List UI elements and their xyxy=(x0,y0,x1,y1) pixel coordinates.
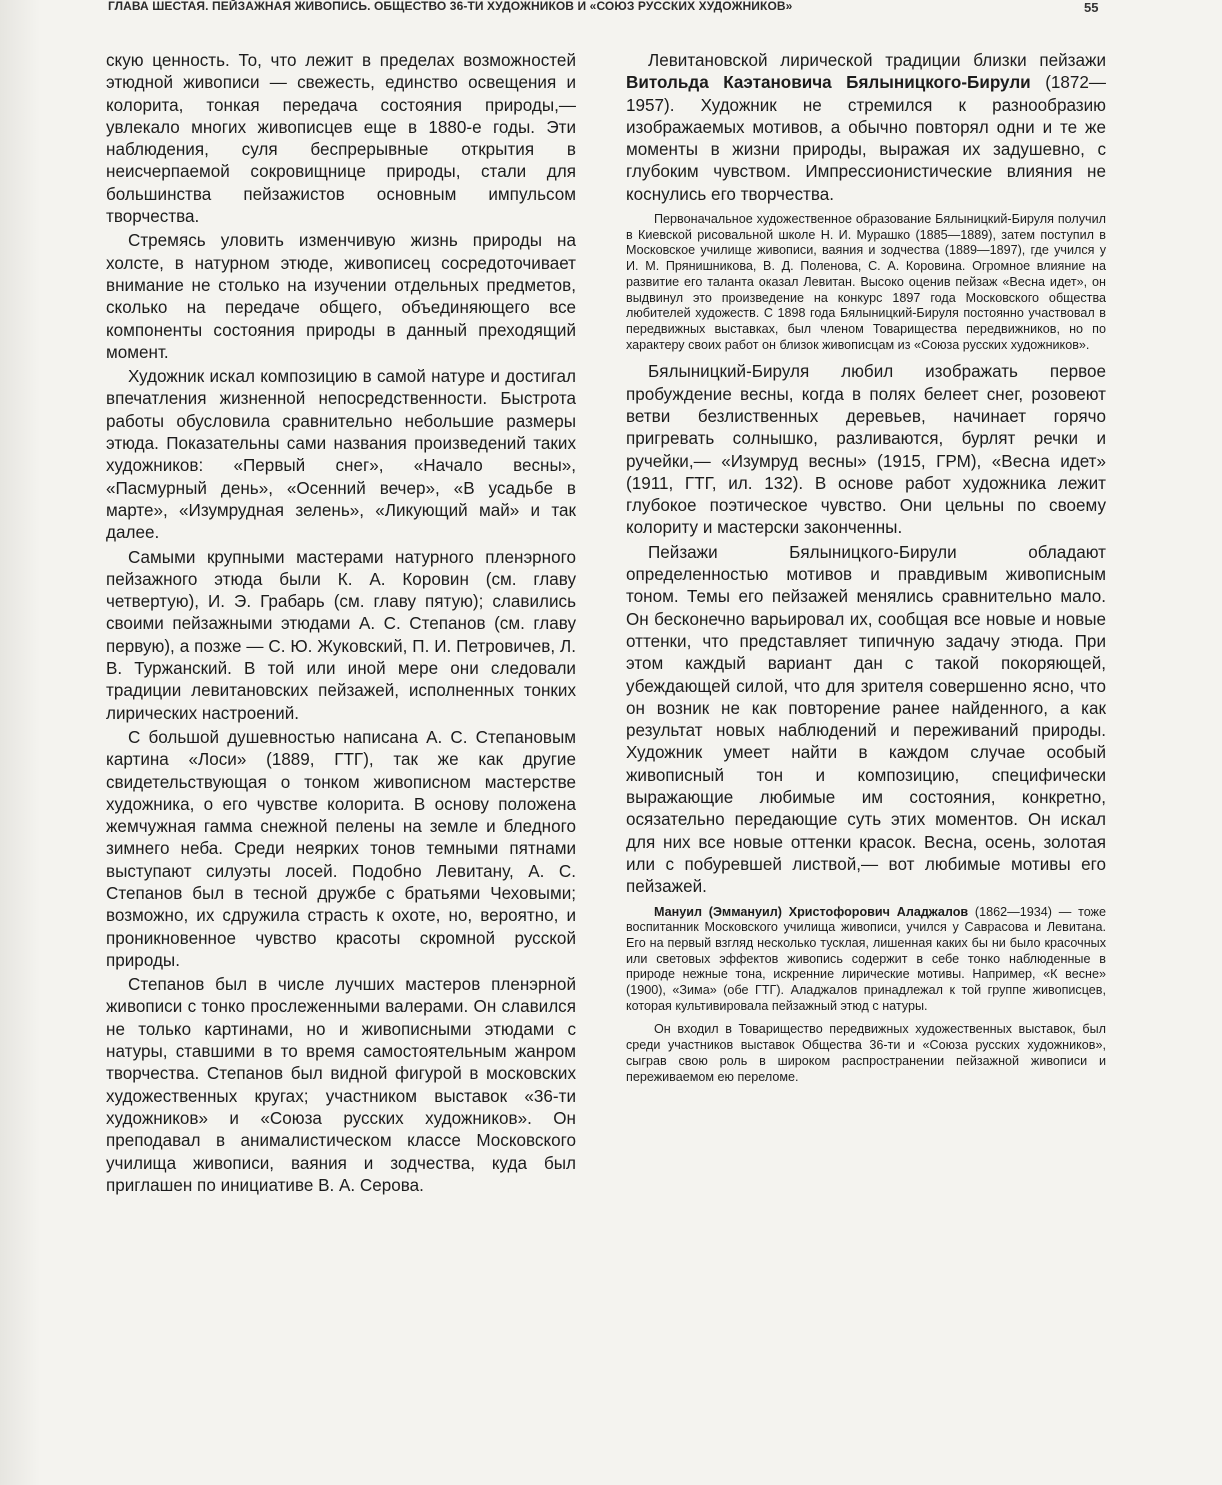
left-column xyxy=(106,50,576,1199)
paragraph-text: Левитановской лирической традиции близки пейзажи xyxy=(648,51,1106,70)
page-number: 55 xyxy=(1084,0,1099,15)
note-text: (1862—1934) — тоже воспитанник Московского училища живописи, учился у Саврасова и Левитана. Его на первый взгляд несколько тусклая, лишенная каких бы ни было красочных или световых эффектов живопись содержит в себе тонко наблюденные в природе нежные тона, искренние лирические мотивы. Например, «К весне» (1900), «Зима» (обе ГТГ). Аладжалов принадлежал к той группе живописцев, которая культивировала пейзажный этюд с натуры. xyxy=(626,904,1106,1013)
biographical-note: Первоначальное художественное образование Бялыницкий-Бируля получил в Киевской рисовальной школе Н. И. Мурашко (1885—1889), затем поступил в Московское училище живописи, ваяния и зодчества (1889—1897), где учился у И. М. Прянишникова, В. Д. Поленова, С. А. Коровина. Огромное влияние на развитие его таланта оказал Левитан. Высоко оценив пейзаж «Весна идет», он выдвинул это произведение на конкурс 1897 года Московского общества любителей художеств. С 1898 года Бялыницкий-Бируля постоянно участвовал в передвижных выставках, был членом Товарищества передвижников, но по характеру своих работ он близок живописцам из «Союза русских художников». xyxy=(626,212,1106,352)
artist-name: Витольда Каэтановича Бялыницкого-Бирули xyxy=(626,73,1031,93)
biographical-note xyxy=(626,905,1106,1015)
biographical-note: Он входил в Товарищество передвижных художественных выставок, был среди участников выставок Общества 36-ти и «Союза русских художников», сыграв свою роль в широком распространении пейзажной живописи и переживаемом ею переломе. xyxy=(626,1022,1106,1084)
paragraph: Степанов был в числе лучших мастеров пленэрной живописи с тонко прослеженными валерами. Он славился не только картинами, но и живописными этюдами с натуры, ставшими в то время самостоятельным жанром творчества. Степанов был видной фигурой в московских художественных кругах; участником выставок «36-ти художников» и «Союза русских художников». Он преподавал в анималистическом классе Московского училища живописи, ваяния и зодчества, куда был приглашен по инициативе В. А. Серова. xyxy=(106,975,576,1195)
paragraph: Бялыницкий-Бируля любил изображать первое пробуждение весны, когда в полях белеет снег, розовеют ветви безлиственных деревьев, начинает горячо пригревать солнышко, разливаются, бурлят речки и ручейки,— «Изумруд весны» (1915, ГРМ), «Весна идет» (1911, ГТГ, ил. 132). В основе работ художника лежит глубокое поэтическое чувство. Они цельны по своему колориту и мастерски законченны. xyxy=(626,362,1106,538)
scan-edge-shadow xyxy=(0,0,40,1485)
right-column xyxy=(626,50,1106,1093)
paragraph: С большой душевностью написана А. С. Степановым картина «Лоси» (1889, ГТГ), так же как другие свидетельствующая о тонком живописном мастерстве художника, о его чувстве колорита. В основу положена жемчужная гамма снежной пелены на земле и бледного зимнего неба. Среди неярких тонов темными пятнами выступают силуэты лосей. Подобно Левитану, А. С. Степанов был в тесной дружбе с братьями Чеховыми; возможно, их сдружила страсть к охоте, но, вероятно, и проникновенное чувство красоты скромной русской природы. xyxy=(106,727,576,970)
paragraph-text: (1872—1957). Художник не стремился к разнообразию изображаемых мотивов, а обычно повторял одни и те же моменты в жизни природы, выражая их задушевно, с глубоким чувством. Импрессионистические влияния не коснулись его творчества. xyxy=(626,73,1107,204)
paragraph: Пейзажи Бялыницкого-Бирули обладают определенностью мотивов и правдивым живописным тоном. Темы его пейзажей менялись сравнительно мало. Он бесконечно варьировал их, сообщая все новые и новые оттенки, что представляет типичную задачу этюда. При этом каждый вариант дан с такой покоряющей, убеждающей силой, что для зрителя совершенно ясно, что он возник не как повторение ранее найденного, а как результат новых наблюдений и переживаний природы. Художник умеет найти в каждом случае особый живописный тон и композицию, специфически выражающие любимые им состояния, конкретно, осязательно передающие суть этих моментов. Он искал для них все новые оттенки красок. Весна, осень, золотая или с побуревшей листвой,— вот любимые мотивы его пейзажей. xyxy=(626,542,1106,897)
paragraph xyxy=(626,50,1106,206)
paragraph: Самыми крупными мастерами натурного пленэрного пейзажного этюда были К. А. Коровин (см. главу четвертую), И. Э. Грабарь (см. главу пятую); славились своими пейзажными этюдами А. С. Степанов (см. главу первую), а позже — С. Ю. Жуковский, П. И. Петровичев, Л. В. Туржанский. В той или иной мере они следовали традиции левитановских пейзажей, исполненных тонких лирических настроений. xyxy=(106,547,576,723)
running-title: ГЛАВА ШЕСТАЯ. ПЕЙЗАЖНАЯ ЖИВОПИСЬ. ОБЩЕСТВО 36-ТИ ХУДОЖНИКОВ И «СОЮЗ РУССКИХ ХУДОЖНИКОВ» xyxy=(108,0,793,13)
paragraph: Художник искал композицию в самой натуре и достигал впечатления жизненной непосредственности. Быстрота работы обусловила сравнительно небольшие размеры этюда. Показательны сами названия произведений таких художников: «Первый снег», «Начало весны», «Пасмурный день», «Осенний вечер», «В усадьбе в марте», «Изумрудная зелень», «Ликующий май» и так далее. xyxy=(106,367,576,543)
artist-name: Мануил (Эммануил) Христофорович Аладжалов xyxy=(654,904,969,919)
paragraph: Стремясь уловить изменчивую жизнь природы на холсте, в натурном этюде, живописец сосредоточивает внимание не столько на изучении отдельных предметов, сколько на передаче общего, объединяющего все компоненты состояния природы в данный преходящий момент. xyxy=(106,231,576,362)
paragraph: скую ценность. То, что лежит в пределах возможностей этюдной живописи — свежесть, единство освещения и колорита, тонкая передача состояния природы,— увлекало многих живописцев еще в 1880-е годы. Эти наблюдения, суля беспрерывные открытия в неисчерпаемой сокровищнице природы, стали для большинства пейзажистов основным импульсом творчества. xyxy=(106,51,576,227)
